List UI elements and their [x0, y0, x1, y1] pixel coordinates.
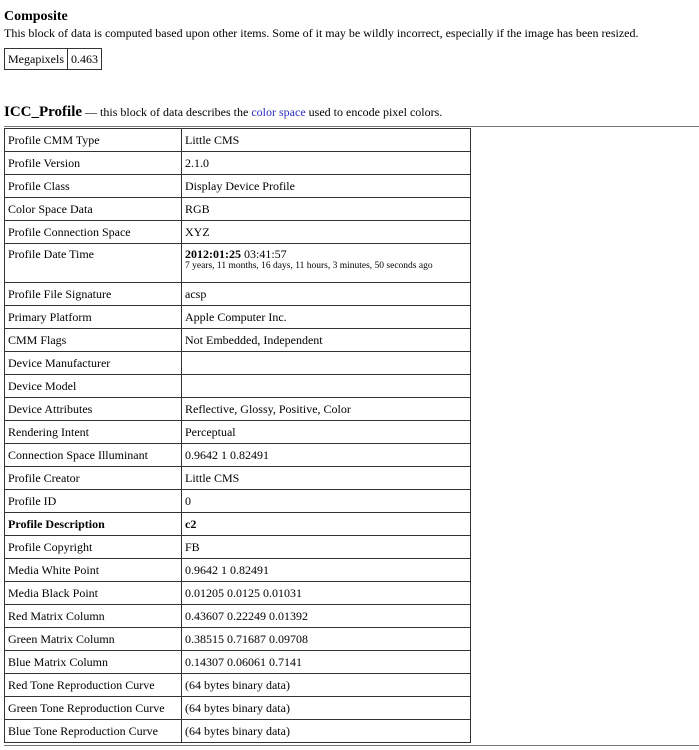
- row-value: (64 bytes binary data): [182, 674, 471, 697]
- row-value: 2.1.0: [182, 152, 471, 175]
- row-label: Connection Space Illuminant: [5, 444, 182, 467]
- row-label: Red Tone Reproduction Curve: [5, 674, 182, 697]
- table-row: [5, 398, 471, 421]
- composite-description: This block of data is computed based upon other items. Some of it may be wildly incorrect, especially if the image has been resized.: [4, 26, 639, 40]
- row-value: Apple Computer Inc.: [182, 306, 471, 329]
- row-value: 0.43607 0.22249 0.01392: [182, 605, 471, 628]
- row-label: Profile Date Time: [5, 244, 182, 283]
- row-value: 0.01205 0.0125 0.01031: [182, 582, 471, 605]
- row-label: Profile Version: [5, 152, 182, 175]
- megapixels-label: Megapixels: [5, 49, 68, 70]
- table-row: [5, 536, 471, 559]
- table-row: [5, 628, 471, 651]
- table-row: [5, 283, 471, 306]
- row-value: (64 bytes binary data): [182, 720, 471, 743]
- row-label: Profile Description: [5, 513, 182, 536]
- table-row: [5, 129, 471, 152]
- row-label: CMM Flags: [5, 329, 182, 352]
- composite-table: [4, 48, 102, 70]
- profile-time: 03:41:57: [241, 247, 287, 261]
- table-row: [5, 490, 471, 513]
- table-row: [5, 651, 471, 674]
- row-label: Blue Tone Reproduction Curve: [5, 720, 182, 743]
- row-label: Profile Copyright: [5, 536, 182, 559]
- profile-date: 2012:01:25: [185, 247, 241, 261]
- row-label: Green Tone Reproduction Curve: [5, 697, 182, 720]
- row-value: Perceptual: [182, 421, 471, 444]
- section-divider: [4, 126, 699, 127]
- icc-desc-after: used to encode pixel colors.: [305, 105, 443, 119]
- row-value: [182, 352, 471, 375]
- row-label: Rendering Intent: [5, 421, 182, 444]
- table-row: [5, 244, 471, 283]
- row-value: Little CMS: [182, 467, 471, 490]
- table-row: [5, 306, 471, 329]
- icc-profile-table: [4, 128, 471, 743]
- table-row: [5, 444, 471, 467]
- row-value: 0.38515 0.71687 0.09708: [182, 628, 471, 651]
- table-row: [5, 559, 471, 582]
- row-value: Reflective, Glossy, Positive, Color: [182, 398, 471, 421]
- table-row: [5, 697, 471, 720]
- megapixels-value: 0.463: [68, 49, 102, 70]
- row-value: Not Embedded, Independent: [182, 329, 471, 352]
- row-value: Little CMS: [182, 129, 471, 152]
- row-label: Profile ID: [5, 490, 182, 513]
- row-label: Profile CMM Type: [5, 129, 182, 152]
- row-value: 0.14307 0.06061 0.7141: [182, 651, 471, 674]
- table-row: [5, 605, 471, 628]
- section-divider: [4, 745, 699, 746]
- row-value: 0.9642 1 0.82491: [182, 444, 471, 467]
- row-label: Green Matrix Column: [5, 628, 182, 651]
- row-label: Profile Creator: [5, 467, 182, 490]
- row-value: 0.9642 1 0.82491: [182, 559, 471, 582]
- table-row: [5, 375, 471, 398]
- row-label: Media Black Point: [5, 582, 182, 605]
- table-row: [5, 467, 471, 490]
- table-row: [5, 329, 471, 352]
- row-label: Media White Point: [5, 559, 182, 582]
- row-value: 0: [182, 490, 471, 513]
- icc-heading: [4, 103, 442, 121]
- row-label: Profile Class: [5, 175, 182, 198]
- table-row: [5, 421, 471, 444]
- row-value: [182, 375, 471, 398]
- table-row: [5, 674, 471, 697]
- table-row: [5, 582, 471, 605]
- composite-title: Composite: [4, 9, 68, 24]
- row-label: Device Manufacturer: [5, 352, 182, 375]
- row-label: Color Space Data: [5, 198, 182, 221]
- row-value: acsp: [182, 283, 471, 306]
- row-value: Display Device Profile: [182, 175, 471, 198]
- icc-desc-before: — this block of data describes the: [82, 105, 252, 119]
- row-value: c2: [182, 513, 471, 536]
- row-label: Profile Connection Space: [5, 221, 182, 244]
- row-value: XYZ: [182, 221, 471, 244]
- row-label: Red Matrix Column: [5, 605, 182, 628]
- row-label: Primary Platform: [5, 306, 182, 329]
- table-row: [5, 175, 471, 198]
- row-value: (64 bytes binary data): [182, 697, 471, 720]
- row-value: RGB: [182, 198, 471, 221]
- table-row: [5, 198, 471, 221]
- row-value: FB: [182, 536, 471, 559]
- row-label: Blue Matrix Column: [5, 651, 182, 674]
- table-row: [5, 49, 102, 70]
- color-space-link[interactable]: color space: [251, 105, 306, 119]
- row-label: Device Model: [5, 375, 182, 398]
- table-row: [5, 221, 471, 244]
- table-row: [5, 352, 471, 375]
- row-label: Device Attributes: [5, 398, 182, 421]
- table-row: [5, 152, 471, 175]
- table-row: [5, 513, 471, 536]
- row-label: Profile File Signature: [5, 283, 182, 306]
- table-row: [5, 720, 471, 743]
- row-value: [182, 244, 471, 283]
- icc-title: ICC_Profile: [4, 104, 83, 120]
- profile-time-ago: 7 years, 11 months, 16 days, 11 hours, 3 minutes, 50 seconds ago: [185, 261, 433, 271]
